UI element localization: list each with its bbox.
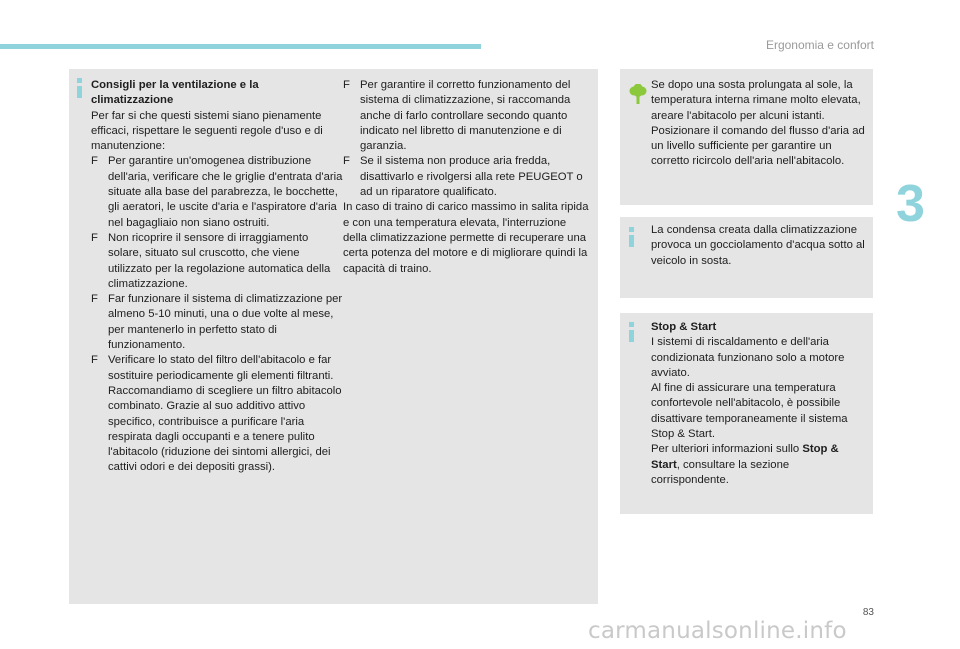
- stop-start-p3: Per ulteriori informazioni sullo Stop & Start, consultare la sezione corrispondente.: [651, 443, 839, 486]
- bullet-marker: F: [91, 354, 98, 367]
- tip-bullet: F Verificare lo stato del filtro dell'abitacolo e far sostituire periodicamente gli elementi filtranti. Raccomandiamo di scegliere un filtro abitacolo combinato. Grazie al suo additivo attivo specifico, contribuisce a purificare l'aria respirata dagli occupanti e a tenere pulito l'abitacolo (riduzione dei sintomi allergici, dei cattivi odori e dei depositi grassi).: [91, 354, 342, 474]
- tip-bullet: F Per garantire il corretto funzionamento del sistema di climatizzazione, si raccomanda anche di farlo controllare secondo quanto indicato nel libretto di manutenzione e di garanzia.: [343, 79, 571, 153]
- eco-tip-line2: Posizionare il comando del flusso d'aria ad un livello sufficiente per garantire un corretto ricircolo dell'aria nell'abitacolo.: [651, 124, 865, 168]
- condensation-note-text: [651, 223, 869, 269]
- watermark[interactable]: carmanualsonline.info: [588, 618, 847, 644]
- tip-bullet: F Non ricoprire il sensore di irraggiamento solare, situato sul cruscotto, che viene utilizzato per la regolazione automatica della climatizzazione.: [91, 231, 331, 290]
- stop-start-text: [651, 320, 869, 488]
- tips-column-1: [91, 78, 343, 476]
- tip-bullet: F Per garantire un'omogenea distribuzione dell'aria, verificare che le griglie d'entrata d'aria situate alla base del parabrezza, le bocchette, gli aeratori, le uscite d'aria e l'aspiratore d'aria nel bagagliaio non siano ostruiti.: [91, 155, 343, 229]
- towing-paragraph: In caso di traino di carico massimo in salita ripida e con una temperatura elevata, l'interruzione della climatizzazione permette di recuperare una certa potenza del motore e di migliorare quindi la capacità di traino.: [343, 201, 589, 275]
- tip-bullet: F Far funzionare il sistema di climatizzazione per almeno 5-10 minuti, una o due volte al mese, per mantenerlo in perfetto stato di funzionamento.: [91, 293, 343, 352]
- bullet-marker: F: [343, 79, 350, 91]
- tip-bullet: F Se il sistema non produce aria fredda, disattivarlo e rivolgersi alla rete PEUGEOT o ad un riparatore qualificato.: [343, 155, 583, 199]
- tips-intro: Per far si che questi sistemi siano pienamente efficaci, rispettare le seguenti regole d'uso e di manutenzione:: [91, 109, 323, 153]
- tips-heading-line2: climatizzazione: [91, 94, 174, 107]
- bullet-marker: F: [91, 293, 98, 306]
- header-accent-bar: [0, 44, 481, 49]
- stop-start-p1: I sistemi di riscaldamento e dell'aria condizionata funzionano solo a motore avviato.: [651, 336, 845, 379]
- chapter-number: 3: [896, 175, 925, 233]
- page-number: 83: [862, 607, 874, 618]
- section-title: Ergonomia e confort: [765, 38, 874, 52]
- bullet-marker: F: [91, 231, 98, 244]
- condensation-text: La condensa creata dalla climatizzazione provoca un gocciolamento d'acqua sotto al veicolo in sosta.: [651, 224, 865, 267]
- bullet-marker: F: [91, 155, 98, 168]
- eco-tree-icon: [629, 84, 647, 104]
- stop-start-title: Stop & Start: [651, 321, 717, 333]
- bullet-marker: F: [343, 155, 350, 168]
- eco-tip-line1: Se dopo una sosta prolungata al sole, la temperatura interna rimane molto elevata, areare l'abitacolo per alcuni istanti.: [651, 79, 861, 122]
- eco-tip-text: [651, 78, 869, 170]
- stop-start-p2: Al fine di assicurare una temperatura confortevole nell'abitacolo, è possibile disattivare temporaneamente il sistema Stop & Start.: [651, 382, 848, 441]
- tips-column-2: [343, 78, 591, 277]
- tips-heading-line1: Consigli per la ventilazione e la: [91, 79, 259, 91]
